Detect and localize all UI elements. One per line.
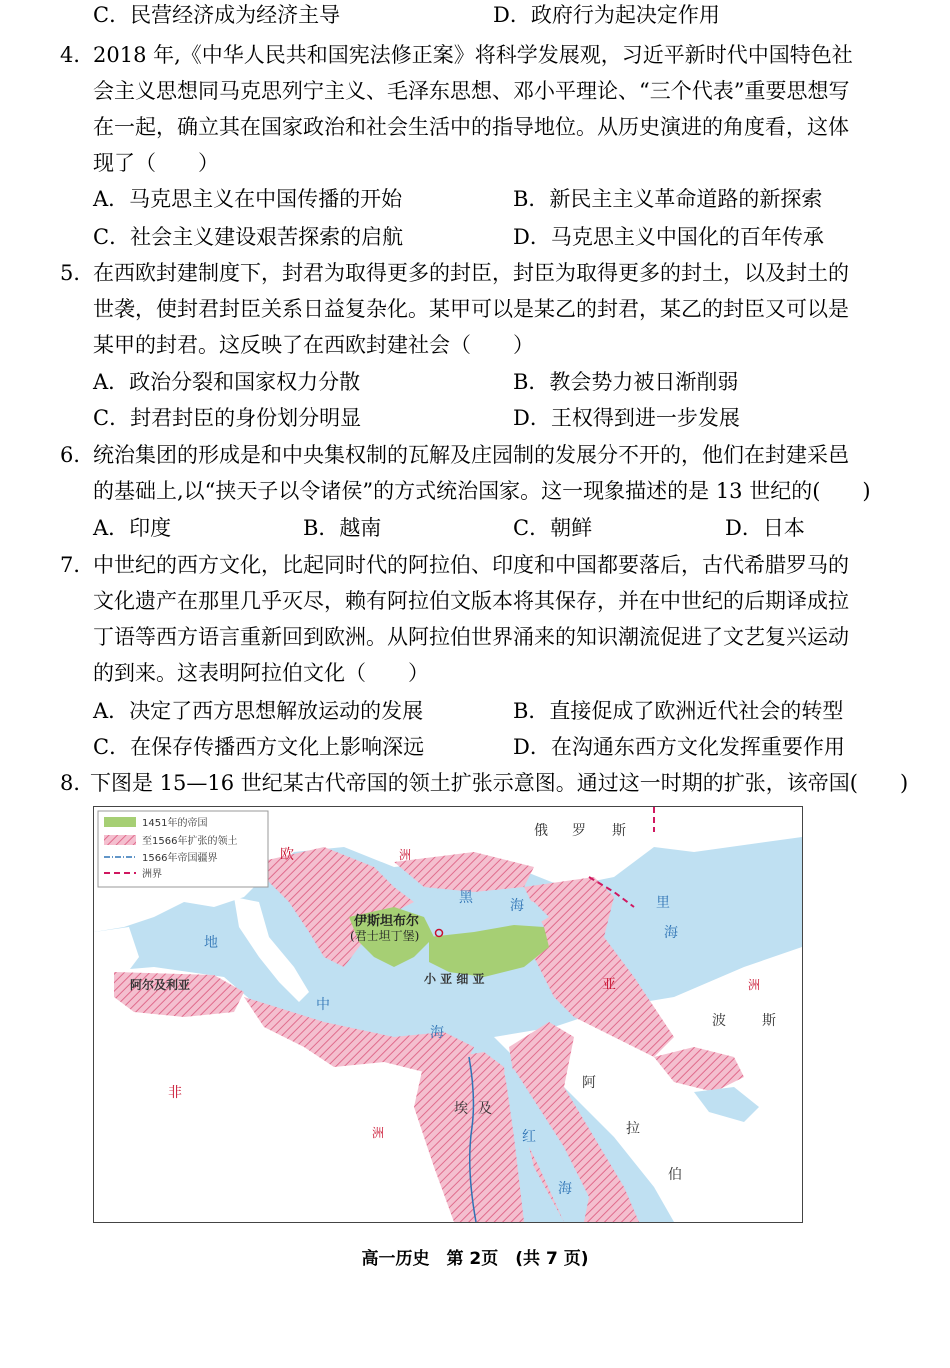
label-red-sea-1: 红 <box>522 1129 536 1145</box>
q8-number: 8． <box>60 771 95 795</box>
page-footer: 高一历史 第 2页 (共 7 页) <box>361 1249 589 1269</box>
label-asia-2: 洲 <box>748 978 761 992</box>
q7-line-3: 丁语等西方语言重新回到欧洲。从阿拉伯世界涌来的知识潮流促进了文艺复兴运动 <box>93 625 849 649</box>
q4-number: 4． <box>60 43 95 67</box>
q6-option-b: B．越南 <box>303 516 382 540</box>
label-asia-minor: 小 亚 细 亚 <box>424 972 485 986</box>
label-persia-1: 波 <box>712 1013 726 1029</box>
legend-label-border: 1566年帝国疆界 <box>142 853 218 864</box>
label-arabia-2: 拉 <box>626 1121 640 1137</box>
label-med-3: 海 <box>430 1025 444 1041</box>
label-arabia-3: 伯 <box>668 1167 682 1183</box>
q4-line-3: 在一起，确立其在国家政治和社会生活中的指导地位。从历史演进的角度看，这体 <box>93 115 849 139</box>
legend-swatch-1451 <box>104 817 136 827</box>
q7-option-b: B．直接促成了欧洲近代社会的转型 <box>513 699 844 723</box>
q4-line-1: 2018 年,《中华人民共和国宪法修正案》将科学发展观，习近平新时代中国特色社 <box>93 43 853 67</box>
q7-option-a: A．决定了西方思想解放运动的发展 <box>93 699 424 723</box>
q7-line-1: 中世纪的西方文化，比起同时代的阿拉伯、印度和中国都要落后，古代希腊罗马的 <box>93 553 849 577</box>
q5-option-c: C．封君封臣的身份划分明显 <box>93 406 362 430</box>
label-russia-1: 俄 <box>534 823 548 839</box>
q7-line-2: 文化遗产在那里几乎灭尽，赖有阿拉伯文版本将其保存，并在中世纪的后期译成拉 <box>93 589 849 613</box>
q4-option-a: A．马克思主义在中国传播的开始 <box>93 187 403 211</box>
label-med-1: 地 <box>204 935 218 951</box>
q7-option-c: C．在保存传播西方文化上影响深远 <box>93 735 425 759</box>
legend-label-expansion: 至1566年扩张的领土 <box>142 836 238 847</box>
map-svg <box>94 807 802 1222</box>
q7-number: 7． <box>60 553 95 577</box>
q3-option-d: D．政府行为起决定作用 <box>493 3 720 27</box>
label-algeria: 阿尔及利亚 <box>130 978 191 992</box>
q6-option-c: C．朝鲜 <box>513 516 593 540</box>
legend-swatch-expansion <box>104 835 136 845</box>
label-africa-1: 非 <box>168 1085 182 1101</box>
label-istanbul: 伊斯坦布尔 <box>354 914 420 929</box>
q7-line-4: 的到来。这表明阿拉伯文化（ ） <box>93 661 429 685</box>
q4-line-4: 现了（ ） <box>93 151 219 175</box>
q3-option-c: C．民营经济成为经济主导 <box>93 3 341 27</box>
label-egypt-1: 埃 <box>454 1101 468 1117</box>
q8-line-1: 下图是 15—16 世纪某古代帝国的领土扩张示意图。通过这一时期的扩张，该帝国( ) <box>90 771 909 795</box>
label-red-sea-2: 海 <box>558 1181 572 1197</box>
label-asia: 亚 <box>602 977 616 993</box>
label-russia-2: 罗 <box>572 823 586 839</box>
q6-option-d: D．日本 <box>725 516 805 540</box>
q4-option-d: D．马克思主义中国化的百年传承 <box>513 225 824 249</box>
label-egypt-2: 及 <box>478 1101 492 1117</box>
label-med-2: 中 <box>316 997 330 1013</box>
q6-line-1: 统治集团的形成是和中央集权制的瓦解及庄园制的发展分不开的，他们在封建采邑 <box>93 443 849 467</box>
label-europe-2: 洲 <box>399 848 412 862</box>
label-persia-2: 斯 <box>762 1013 776 1029</box>
label-caspian-1: 里 <box>656 895 670 911</box>
legend-label-continent: 洲界 <box>142 869 162 880</box>
label-caspian-2: 海 <box>664 925 678 941</box>
q5-option-d: D．王权得到进一步发展 <box>513 406 740 430</box>
q4-option-b: B．新民主主义革命道路的新探索 <box>513 187 823 211</box>
label-russia-3: 斯 <box>612 823 626 839</box>
q7-option-d: D．在沟通东西方文化发挥重要作用 <box>513 735 845 759</box>
legend-label-1451: 1451年的帝国 <box>142 818 208 829</box>
label-europe-1: 欧 <box>280 847 294 863</box>
q4-option-c: C．社会主义建设艰苦探索的启航 <box>93 225 404 249</box>
q5-number: 5． <box>60 261 95 285</box>
q5-line-2: 世袭，使封君封臣关系日益复杂化。某甲可以是某乙的封君，某乙的封臣又可以是 <box>93 297 849 321</box>
q4-line-2: 会主义思想同马克思列宁主义、毛泽东思想、邓小平理论、“三个代表”重要思想写 <box>93 79 850 103</box>
q5-option-a: A．政治分裂和国家权力分散 <box>93 370 361 394</box>
q6-option-a: A．印度 <box>93 516 172 540</box>
ottoman-expansion-map <box>93 806 803 1223</box>
label-constantinople: (君士坦丁堡) <box>350 929 420 943</box>
label-black-sea-1: 黑 <box>459 890 473 906</box>
q5-line-3: 某甲的封君。这反映了在西欧封建社会（ ） <box>93 333 534 357</box>
q5-option-b: B．教会势力被日渐削弱 <box>513 370 739 394</box>
q5-line-1: 在西欧封建制度下，封君为取得更多的封臣，封臣为取得更多的封土，以及封土的 <box>93 261 849 285</box>
label-arabia-1: 阿 <box>582 1075 596 1091</box>
q6-line-2: 的基础上,以“挟天子以令诸侯”的方式统治国家。这一现象描述的是 13 世纪的( ) <box>93 479 871 503</box>
q6-number: 6． <box>60 443 95 467</box>
label-black-sea-2: 海 <box>510 898 524 914</box>
label-africa-2: 洲 <box>372 1126 385 1140</box>
